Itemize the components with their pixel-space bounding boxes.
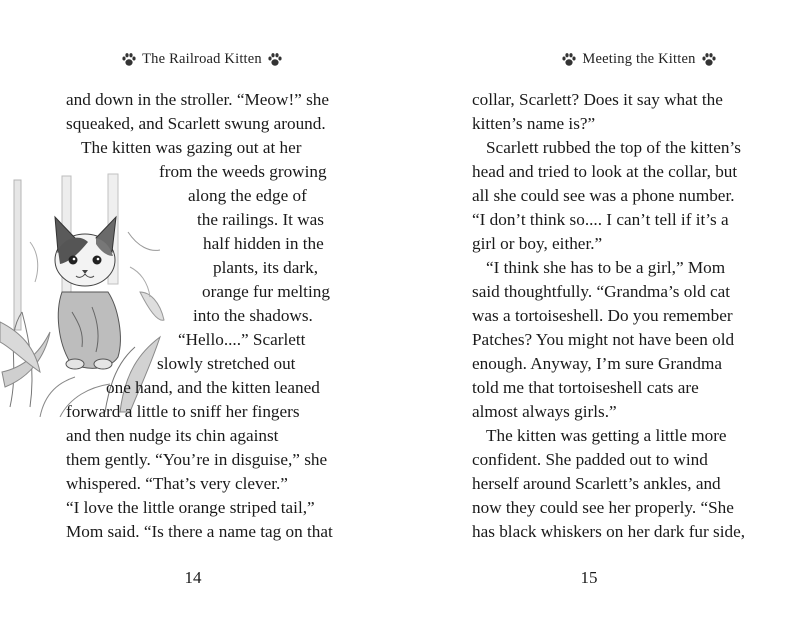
left-text-line: The kitten was gazing out at her bbox=[81, 138, 302, 157]
right-text-line: now they could see her properly. “She bbox=[472, 498, 734, 517]
right-text-line: confident. She padded out to wind bbox=[472, 450, 708, 469]
right-text-line: was a tortoiseshell. Do you remember bbox=[472, 306, 733, 325]
left-text-line: and then nudge its chin against bbox=[66, 426, 279, 445]
left-text-line: from the weeds growing bbox=[159, 162, 327, 181]
right-text-line: head and tried to look at the collar, but bbox=[472, 162, 738, 181]
right-text-line: “I think she has to be a girl,” Mom bbox=[486, 258, 726, 277]
right-text-line: The kitten was getting a little more bbox=[486, 426, 727, 445]
right-text-line: enough. Anyway, I’m sure Grandma bbox=[472, 354, 722, 373]
running-head-title: Meeting the Kitten bbox=[582, 50, 696, 67]
left-text-line: forward a little to sniff her fingers bbox=[66, 402, 300, 421]
left-text-line: orange fur melting bbox=[202, 282, 330, 301]
right-text-line: told me that tortoiseshell cats are bbox=[472, 378, 699, 397]
right-text-line: kitten’s name is?” bbox=[472, 114, 596, 133]
left-running-head bbox=[92, 48, 312, 70]
right-text-line: “I don’t think so.... I can’t tell if it’s a bbox=[472, 210, 729, 229]
right-text-line: girl or boy, either.” bbox=[472, 234, 603, 253]
right-text-line: said thoughtfully. “Grandma’s old cat bbox=[472, 282, 731, 301]
right-text-line: almost always girls.” bbox=[472, 402, 617, 421]
paw-print-icon bbox=[701, 52, 717, 67]
right-text-line: has black whiskers on her dark fur side, bbox=[472, 522, 746, 541]
right-text-line: Patches? You might not have been old bbox=[472, 330, 735, 349]
page-number: 14 bbox=[184, 568, 202, 587]
left-text-line: and down in the stroller. “Meow!” she bbox=[66, 90, 329, 109]
left-text-line: along the edge of bbox=[188, 186, 307, 205]
left-text-line: slowly stretched out bbox=[157, 354, 296, 373]
left-text-line: plants, its dark, bbox=[213, 258, 319, 277]
left-text-line: “Hello....” Scarlett bbox=[178, 330, 306, 349]
right-text-line: herself around Scarlett’s ankles, and bbox=[472, 474, 721, 493]
right-page bbox=[405, 0, 810, 623]
paw-print-icon bbox=[561, 52, 577, 67]
right-text-line: Scarlett rubbed the top of the kitten’s bbox=[486, 138, 741, 157]
right-running-head bbox=[529, 48, 749, 70]
left-text-line: Mom said. “Is there a name tag on that bbox=[66, 522, 333, 541]
left-text-line: the railings. It was bbox=[197, 210, 324, 229]
left-text-line: “I love the little orange striped tail,” bbox=[66, 498, 315, 517]
left-text-line: into the shadows. bbox=[193, 306, 313, 325]
right-text-line: all she could see was a phone number. bbox=[472, 186, 735, 205]
page-number: 15 bbox=[580, 568, 598, 587]
left-text-line: half hidden in the bbox=[203, 234, 324, 253]
left-text-line: squeaked, and Scarlett swung around. bbox=[66, 114, 326, 133]
left-text-line: them gently. “You’re in disguise,” she bbox=[66, 450, 328, 469]
right-text-line: collar, Scarlett? Does it say what the bbox=[472, 90, 723, 109]
paw-print-icon bbox=[121, 52, 137, 67]
left-text-line: one hand, and the kitten leaned bbox=[106, 378, 320, 397]
paw-print-icon bbox=[267, 52, 283, 67]
running-head-title: The Railroad Kitten bbox=[142, 50, 262, 67]
left-text-line: whispered. “That’s very clever.” bbox=[66, 474, 288, 493]
